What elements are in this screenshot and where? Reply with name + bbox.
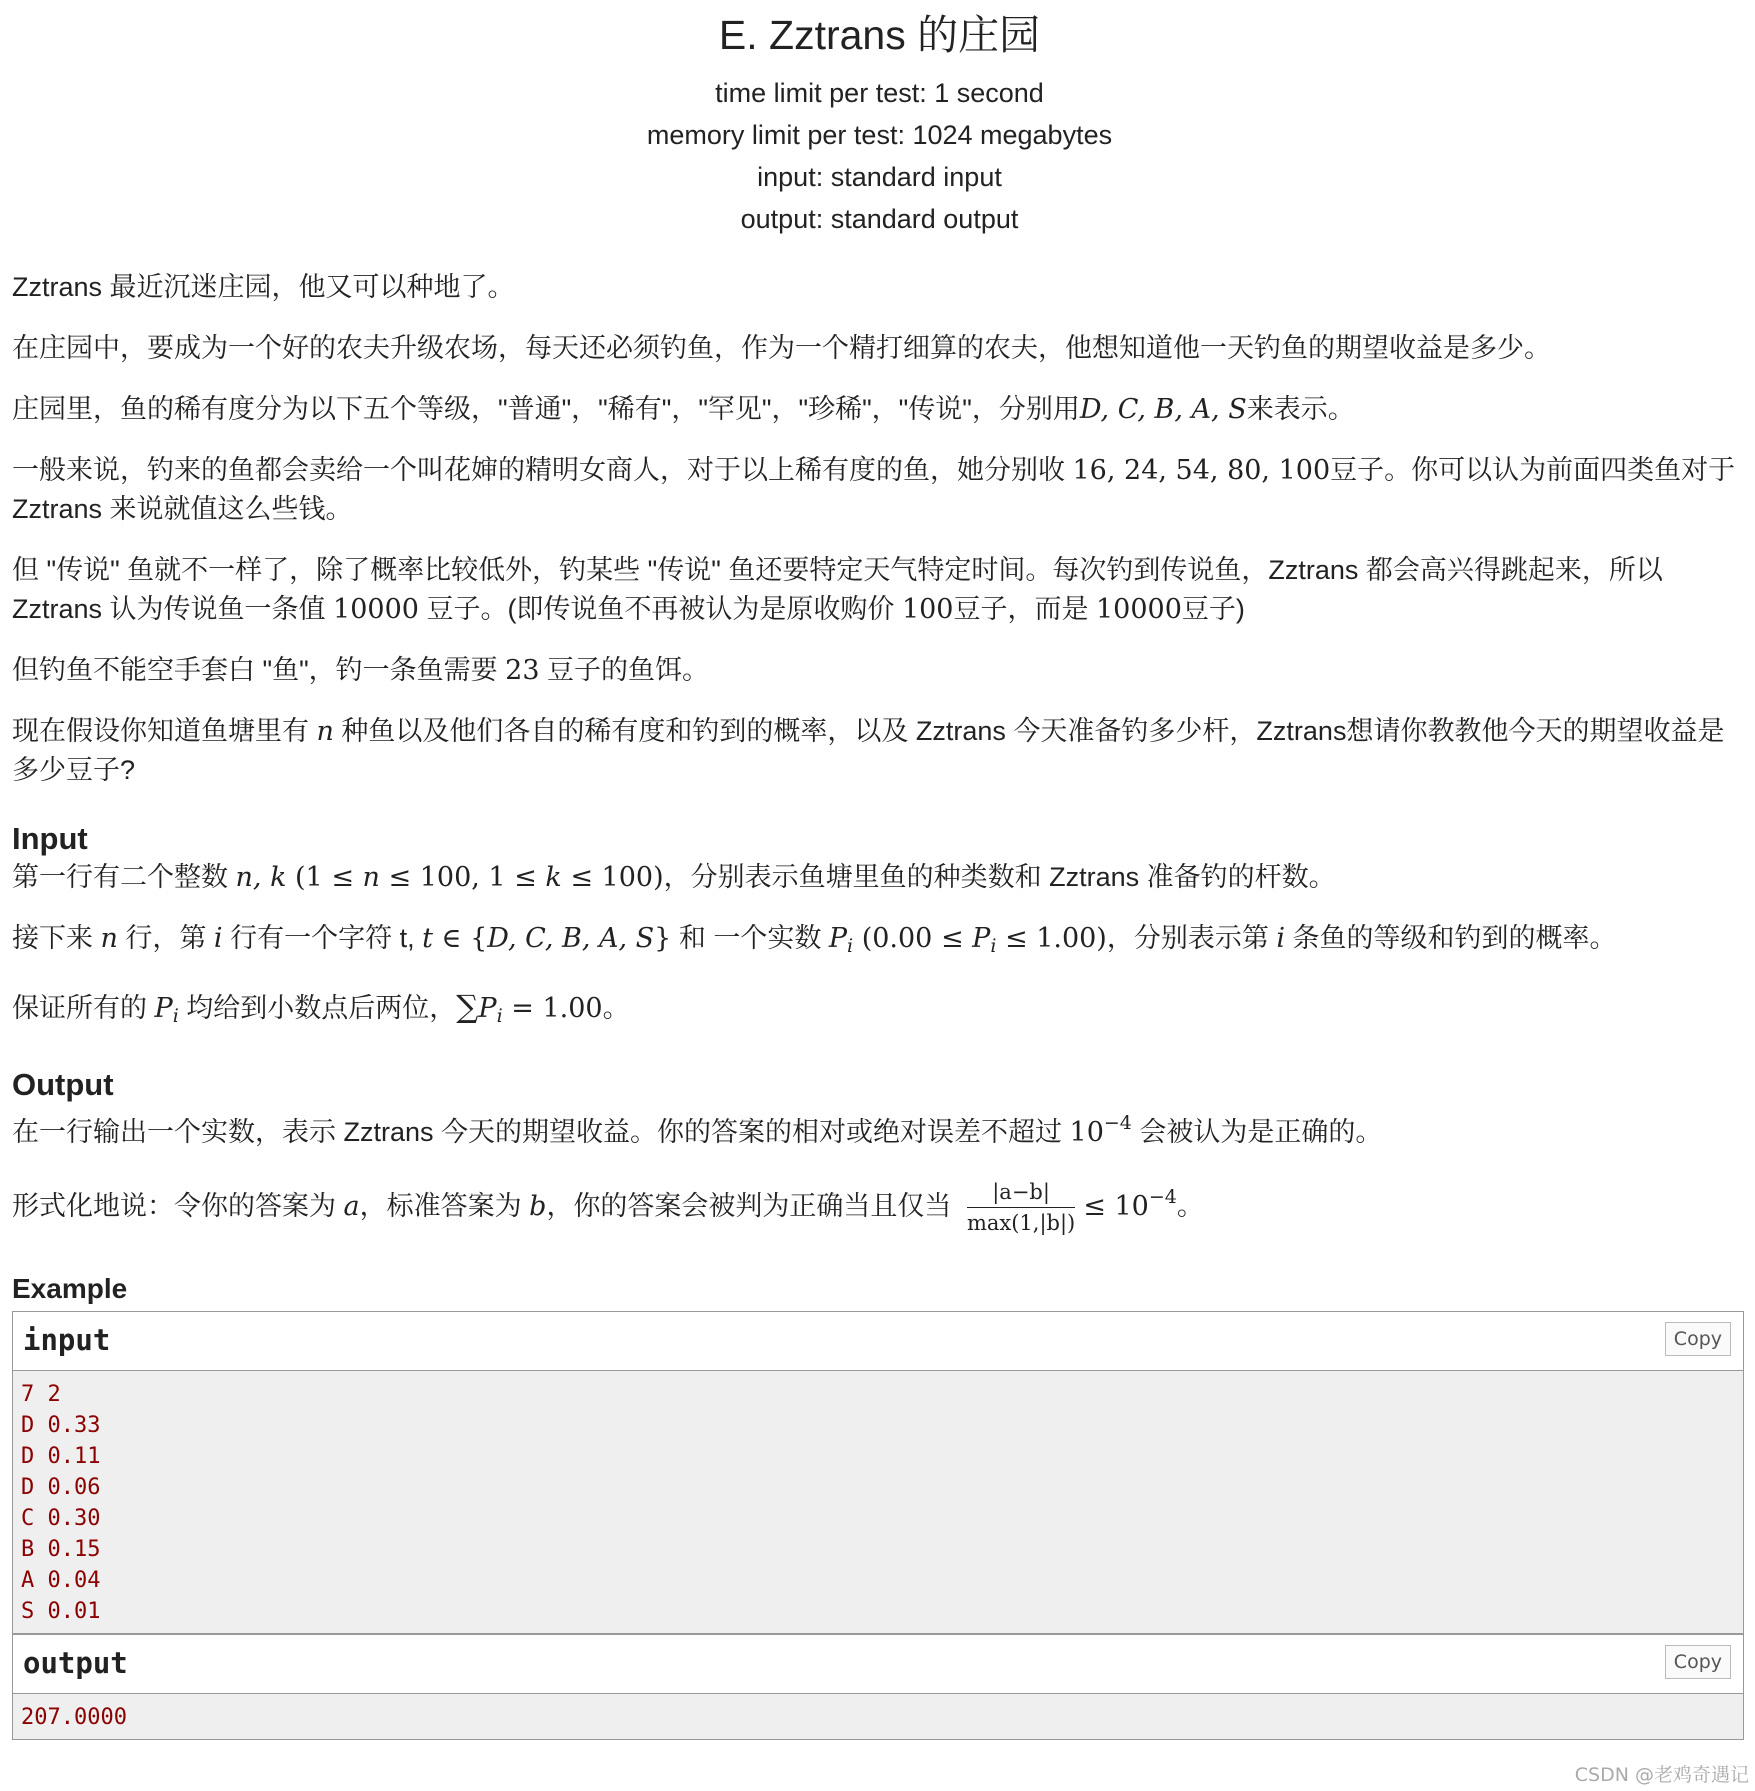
example-output-header [13, 1634, 1743, 1694]
error-fraction: $\frac{|a-b|}{\max(1,|b|)}$ [966, 1180, 1076, 1236]
example-output-box [12, 1634, 1744, 1740]
input-file: input: standard input [757, 162, 1002, 192]
example-line: D 0.33 [21, 1413, 101, 1439]
statement-p4: 一般来说，钓来的鱼都会卖给一个叫花婶的精明女商人，对于以上稀有度的鱼，她分别收 16, 24, 54, 80, 100豆子。你可以认为前面四类鱼对于 Zztrans 来说就值这么些钱。 [12, 455, 1736, 524]
statement-p1: Zztrans 最近沉迷庄园，他又可以种地了。 [12, 272, 515, 302]
example-line: 7 2 [21, 1382, 61, 1408]
memory-limit: memory limit per test: 1024 megabytes [646, 120, 1113, 150]
example-input-content[interactable] [13, 1371, 1743, 1633]
input-line-1: 第一行有二个整数 n, k (1 ≤ n ≤ 100, 1 ≤ k ≤ 100)，分别表示鱼塘里鱼的种类数和 Zztrans 准备钓的杆数。 [12, 862, 1336, 893]
example-input-header [13, 1312, 1743, 1371]
example-line: A 0.04 [21, 1568, 101, 1594]
example-output-content[interactable] [13, 1694, 1743, 1739]
output-line-1: 在一行输出一个实数，表示 Zztrans 今天的期望收益。你的答案的相对或绝对误差不超过 $10^{-4}$ 会被认为是正确的。 [12, 1112, 1383, 1148]
output-heading: Output [12, 1067, 114, 1102]
statement-p6: 但钓鱼不能空手套白 "鱼"，钓一条鱼需要 23 豆子的鱼饵。 [12, 655, 710, 686]
example-output-label: output [23, 1646, 128, 1681]
problem-statement [12, 0, 1747, 1740]
output-file: output: standard output [740, 204, 1019, 234]
statement-p7: 现在假设你知道鱼塘里有 n 种鱼以及他们各自的稀有度和钓到的概率，以及 Zztrans 今天准备钓多少杆，Zztrans想请你教教他今天的期望收益是多少豆子? [12, 716, 1725, 785]
output-line-2: 形式化地说：令你的答案为 a，标准答案为 b，你的答案会被判为正确当且仅当 $\frac{|a-b|}{\max(1,|b|)}$ ≤ $10^{-4}$。 [12, 1180, 1204, 1236]
statement-p5: 但 "传说" 鱼就不一样了，除了概率比较低外，钓某些 "传说" 鱼还要特定天气特定时间。每次钓到传说鱼，Zztrans 都会高兴得跳起来，所以 Zztrans 认为传说鱼一条值 10000 豆子。(即传说鱼不再被认为是原收购价 100豆子，而是 10000豆子) [12, 555, 1663, 625]
copy-input-button[interactable]: Copy [1665, 1322, 1731, 1356]
example-line: B 0.15 [21, 1537, 101, 1563]
statement-p2: 在庄园中，要成为一个好的农夫升级农场，每天还必须钓鱼，作为一个精打细算的农夫，他想知道他一天钓鱼的期望收益是多少。 [12, 333, 1551, 363]
example-line: D 0.06 [21, 1475, 101, 1501]
example-input-box [12, 1311, 1744, 1634]
example-input-label: input [23, 1323, 111, 1358]
input-line-2: 接下来 n 行，第 i 行有一个字符 t, t ∈ {D, C, B, A, S} 和 一个实数 $P_i$ $(0.00 \le P_i \le 1.00)$，分别表示第 i 条鱼的等级和钓到的概率。 [12, 923, 1617, 957]
limits-block [12, 72, 1747, 240]
problem-title: E. Zztrans 的庄园 [718, 12, 1041, 58]
example-line: 207.0000 [21, 1705, 127, 1731]
time-limit: time limit per test: 1 second [715, 78, 1044, 108]
copy-output-button[interactable]: Copy [1665, 1645, 1731, 1679]
input-line-3: 保证所有的 $P_i$ 均给到小数点后两位，$\sum P_i = 1.00$。 [12, 989, 630, 1027]
example-title: Example [12, 1273, 128, 1305]
statement-p3: 庄园里，鱼的稀有度分为以下五个等级，"普通"，"稀有"，"罕见"，"珍稀"，"传说"，分别用D, C, B, A, S来表示。 [12, 394, 1355, 425]
example-line: S 0.01 [21, 1599, 101, 1625]
example-line: D 0.11 [21, 1444, 101, 1470]
input-heading: Input [12, 821, 88, 856]
watermark: CSDN @老鸡奇遇记 [1574, 1764, 1749, 1786]
example-line: C 0.30 [21, 1506, 101, 1532]
